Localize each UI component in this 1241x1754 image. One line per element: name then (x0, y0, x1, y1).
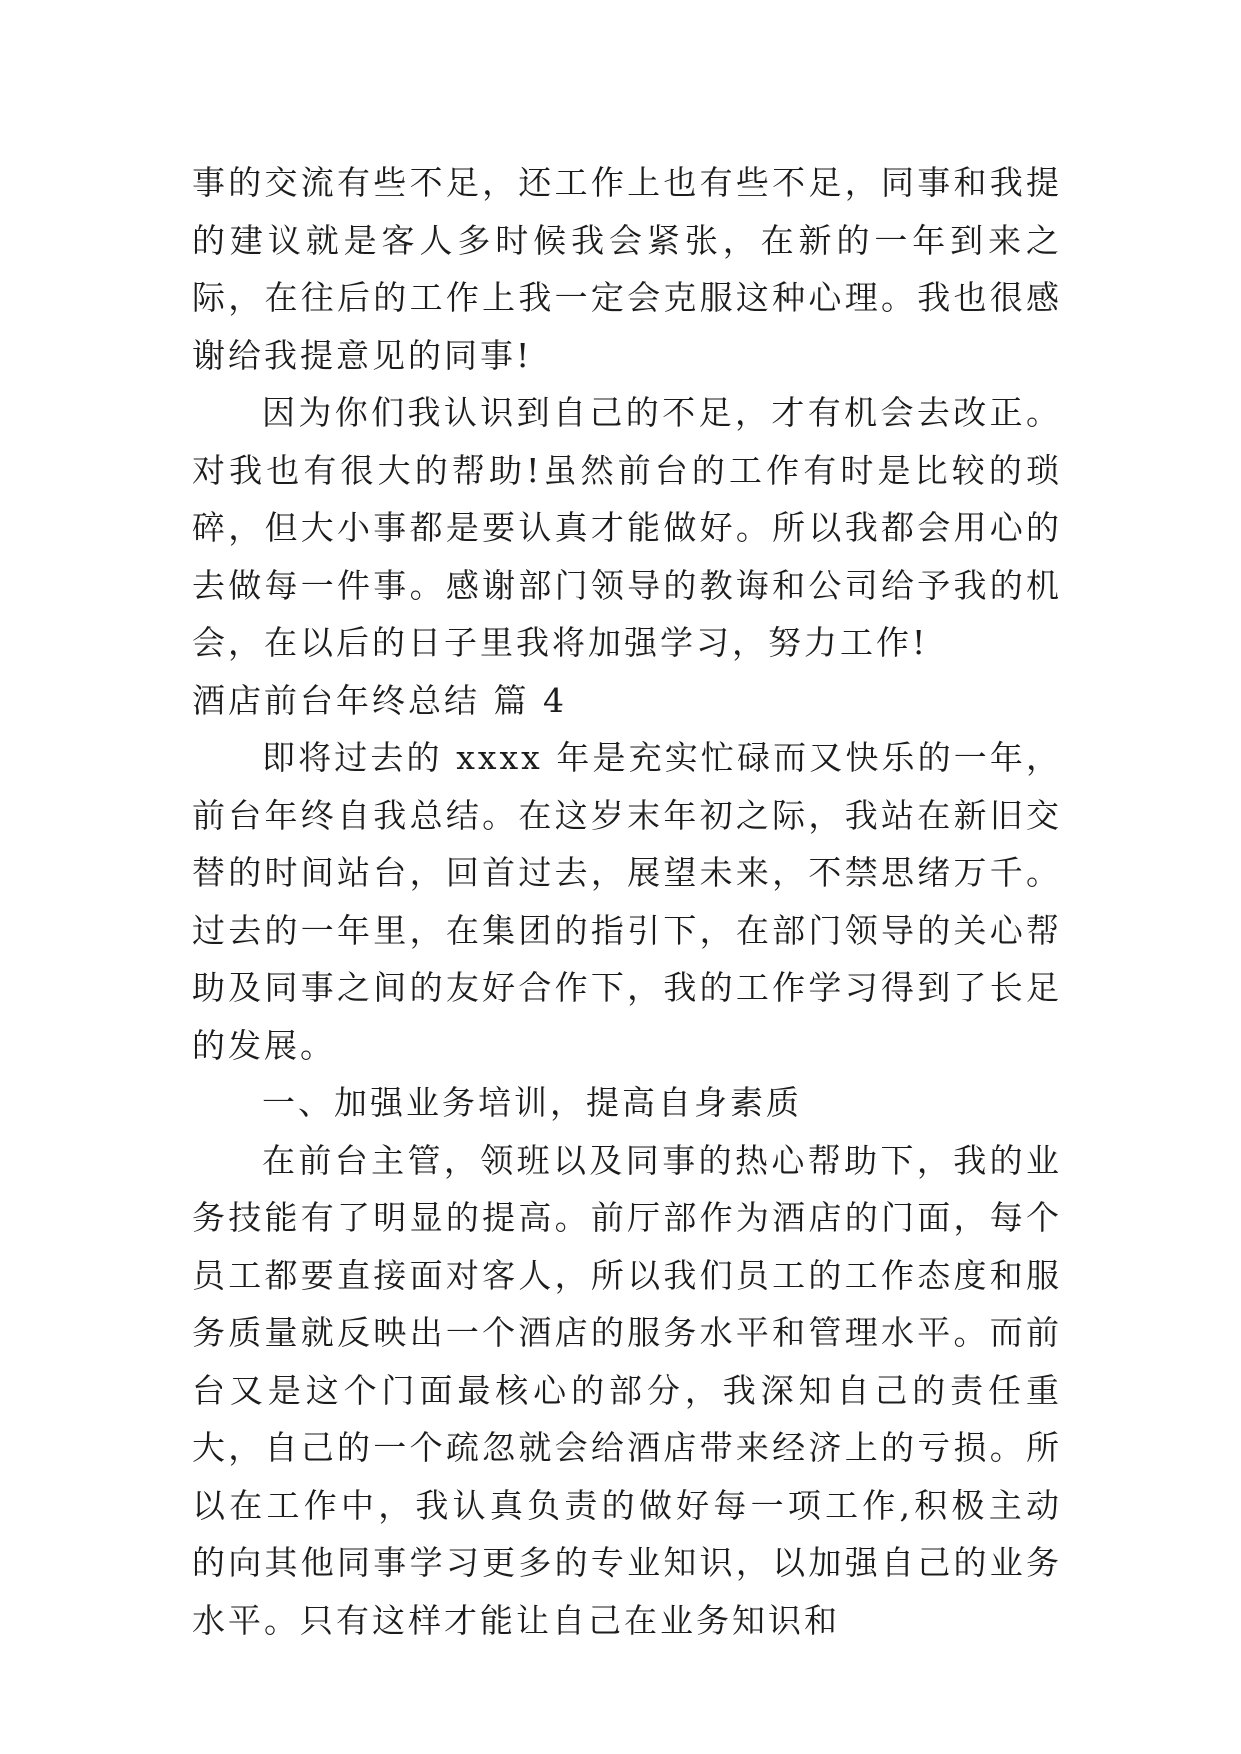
paragraph-training: 在前台主管，领班以及同事的热心帮助下，我的业务技能有了明显的提高。前厅部作为酒店的门面，每个员工都要直接面对客人，所以我们员工的工作态度和服务质量就反映出一个酒店的服务水平和管理水平。而前台又是这个门面最核心的部分，我深知自己的责任重大，自己的一个疏忽就会给酒店带来经济上的亏损。所以在工作中，我认真负责的做好每一项工作,积极主动的向其他同事学习更多的专业知识，以加强自己的业务水平。只有这样才能让自己在业务知识和 (192, 1140, 1062, 1640)
paragraph-continuation: 事的交流有些不足，还工作上也有些不足，同事和我提的建议就是客人多时候我会紧张，在新的一年到来之际，在往后的工作上我一定会克服这种心理。我也很感谢给我提意见的同事! (192, 163, 1062, 375)
paragraph-gratitude: 因为你们我认识到自己的不足，才有机会去改正。对我也有很大的帮助!虽然前台的工作有时是比较的琐碎，但大小事都是要认真才能做好。所以我都会用心的去做每一件事。感谢部门领导的教诲和公司给予我的机会，在以后的日子里我将加强学习，努力工作! (192, 393, 1062, 662)
subheading-training: 一、加强业务培训，提高自身素质 (262, 1083, 802, 1122)
document-body (192, 154, 1062, 1649)
paragraph-intro: 即将过去的 xxxx 年是充实忙碌而又快乐的一年，前台年终自我总结。在这岁末年初之际，我站在新旧交替的时间站台，回首过去，展望未来，不禁思绪万千。过去的一年里，在集团的指引下，在部门领导的关心帮助及同事之间的友好合作下，我的工作学习得到了长足的发展。 (192, 738, 1062, 1065)
section-heading: 酒店前台年终总结 篇 4 (192, 680, 567, 720)
